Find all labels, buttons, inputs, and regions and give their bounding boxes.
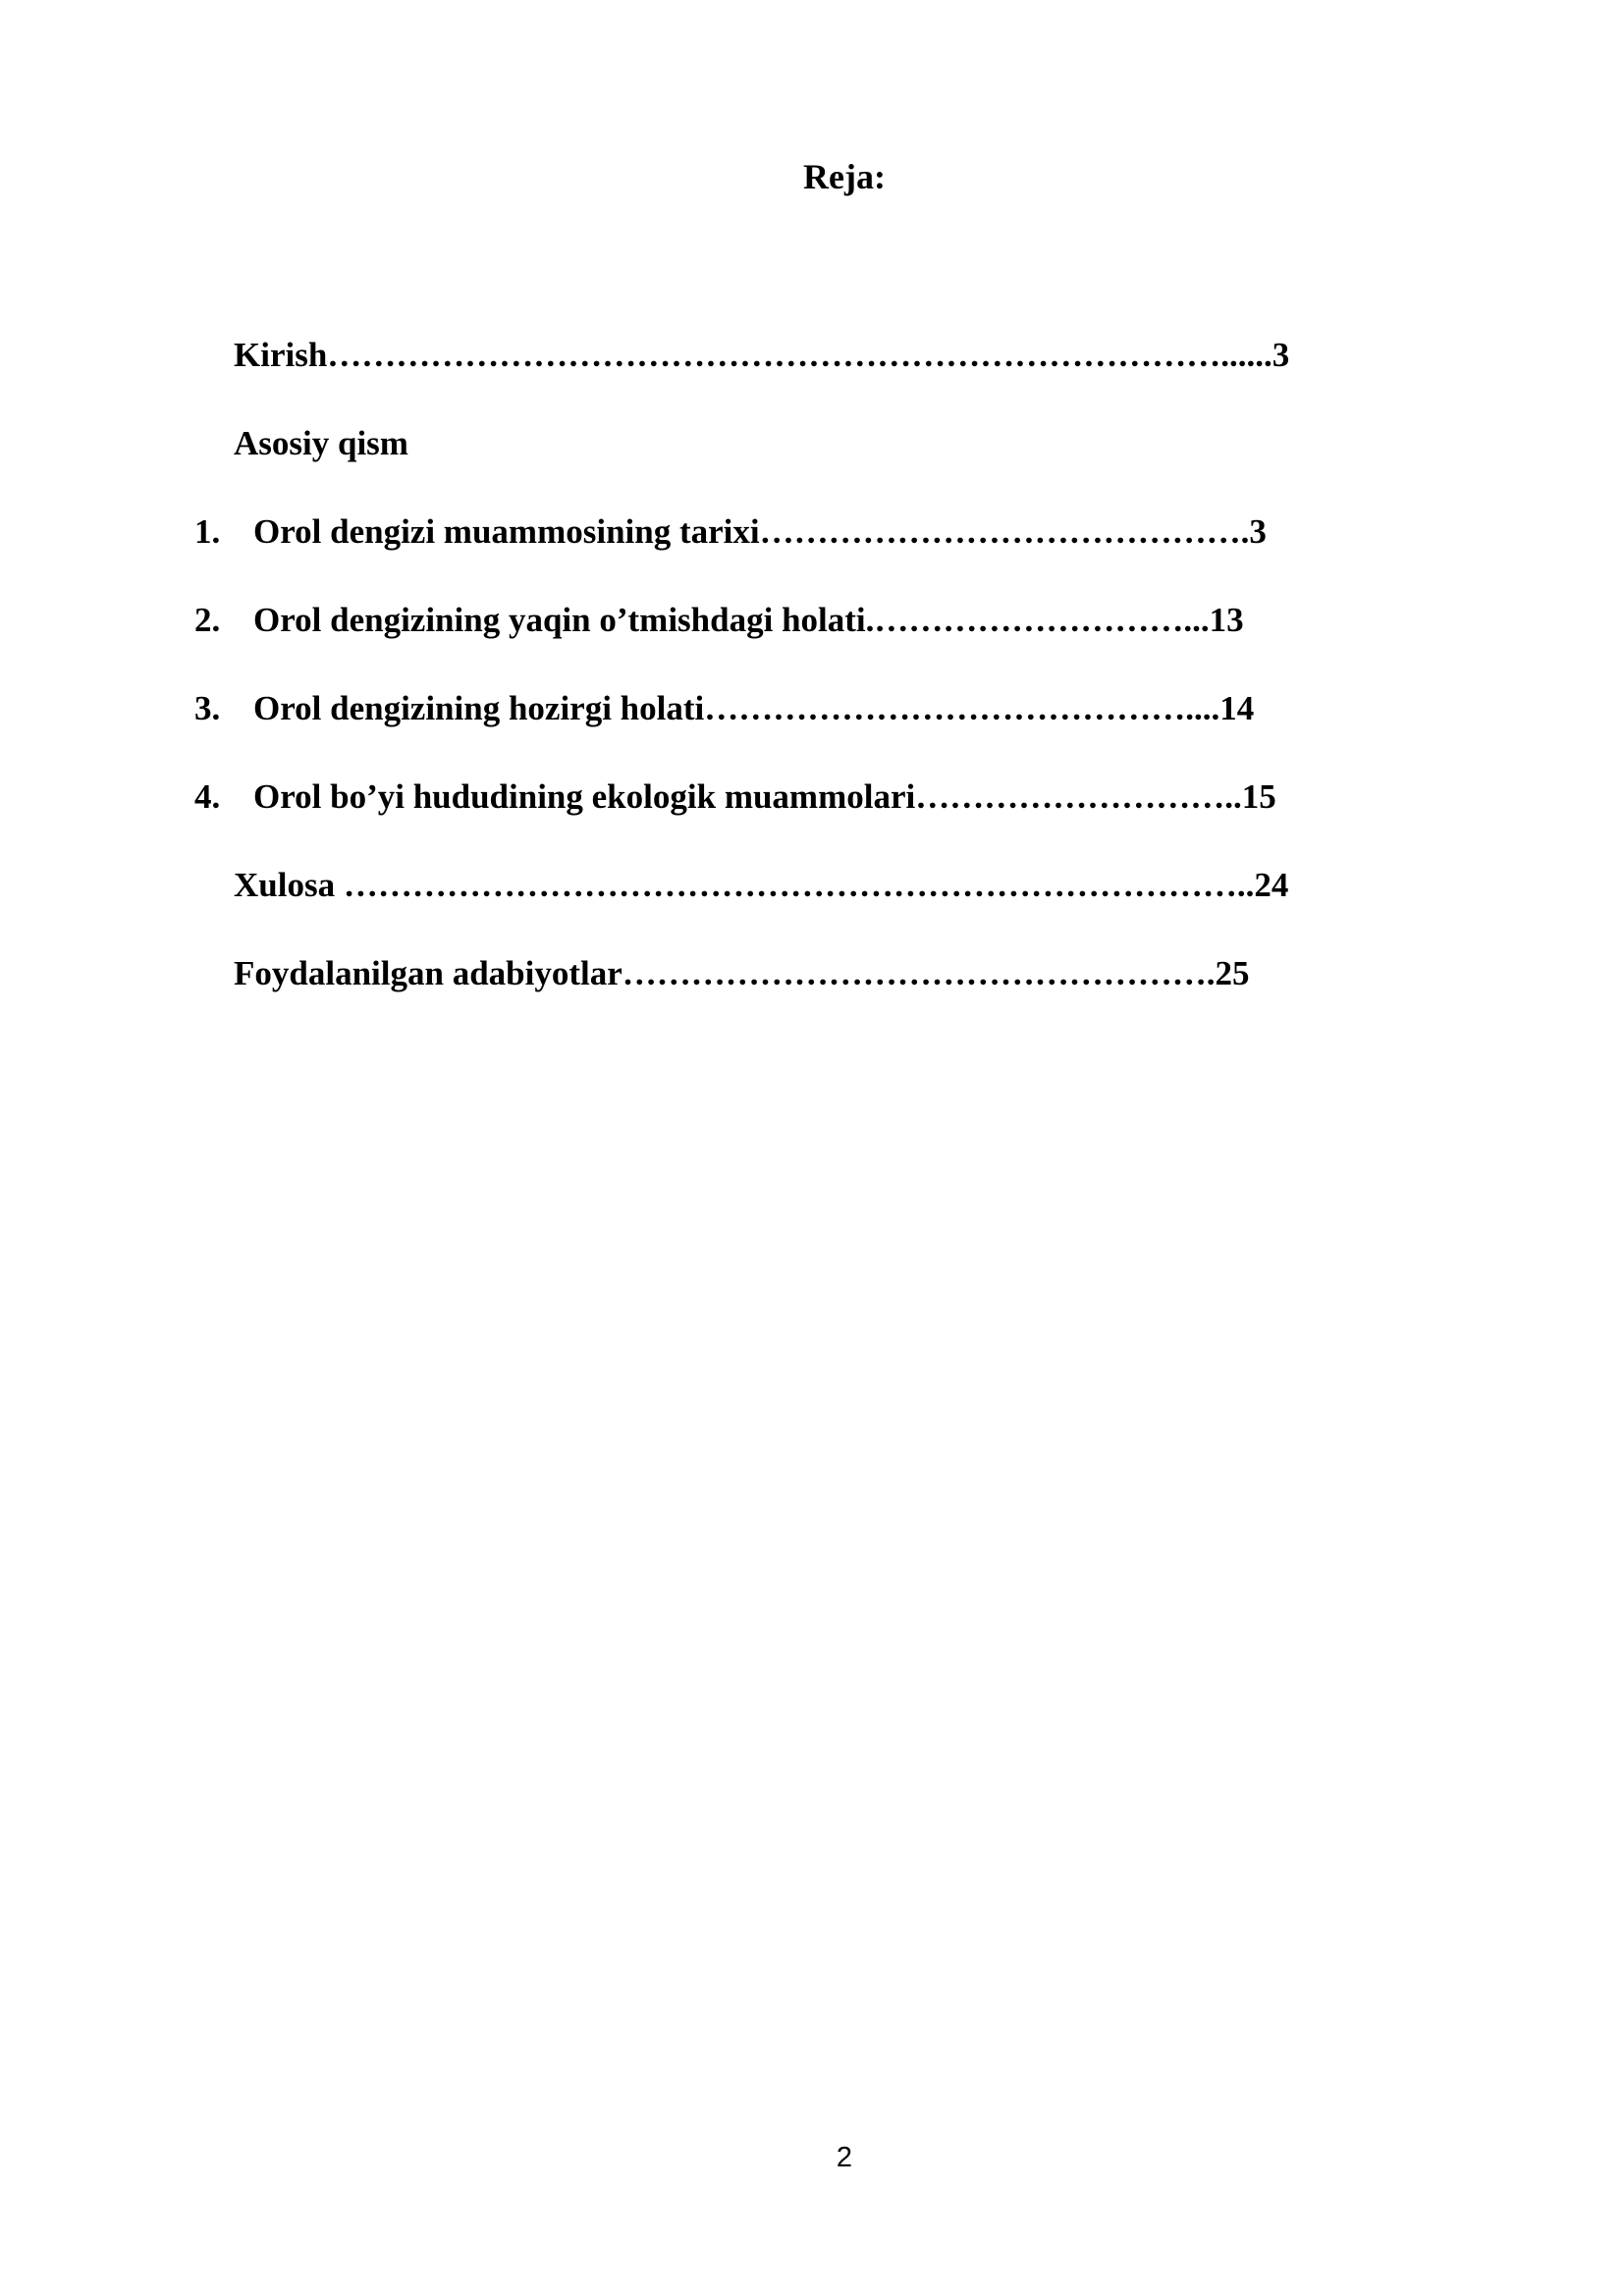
toc-number-4: 4. <box>194 777 221 816</box>
page-number: 2 <box>836 2142 853 2173</box>
toc-number-3: 3. <box>194 689 221 727</box>
toc-entry-yaqin-otmish: Orol dengizining yaqin o’tmishdagi holati.………………………...13 <box>253 601 1244 639</box>
toc-entry-tarixi: Orol dengizi muammosining tarixi…………………………………….3 <box>253 512 1267 551</box>
toc-number-2: 2. <box>194 601 221 639</box>
toc-entry-asosiy-qism: Asosiy qism <box>234 424 408 462</box>
toc-entry-hozirgi-holati: Orol dengizining hozirgi holati……………………………………....14 <box>253 689 1255 727</box>
toc-entry-adabiyotlar: Foydalanilgan adabiyotlar…………………………………………….25 <box>234 954 1250 992</box>
toc-entry-kirish: Kirish……………………………………………………………………......3 <box>234 336 1290 374</box>
page-title: Reja: <box>803 157 886 196</box>
toc-entry-ekologik-muammolar: Orol bo’yi hududining ekologik muammolari………………………..15 <box>253 777 1276 816</box>
toc-entry-xulosa: Xulosa ……………………………………………………………………..24 <box>234 866 1289 904</box>
toc-number-1: 1. <box>194 512 221 551</box>
